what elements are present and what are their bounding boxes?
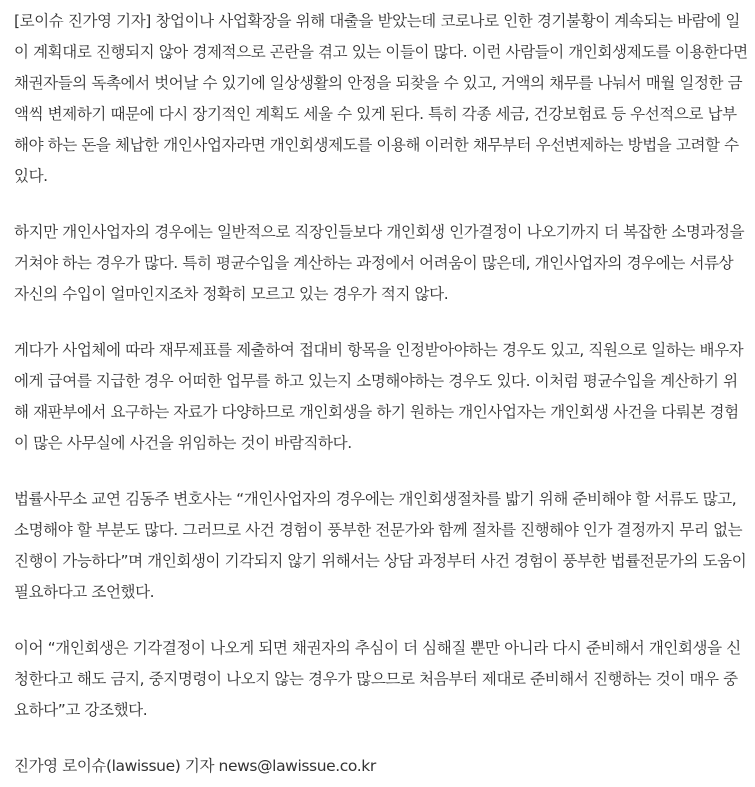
article-paragraph: 게다가 사업체에 따라 재무제표를 제출하여 접대비 항목을 인정받아야하는 경우도 있고, 직원으로 일하는 배우자에게 급여를 지급한 경우 어떠한 업무를 하고 있는지 소명해야하는 경우도 있다. 이처럼 평균수입을 계산하기 위해 재판부에서 요구하는 자료가 다양하므로 개인회생을 하기 원하는 개인사업자는 개인회생 사건을 다뤄본 경험이 많은 사무실에 사건을 위임하는 것이 바람직하다. <box>14 341 744 452</box>
article-paragraph: 법률사무소 교연 김동주 변호사는 “개인사업자의 경우에는 개인회생절차를 밟기 위해 준비해야 할 서류도 많고, 소명해야 할 부분도 많다. 그러므로 사건 경험이 풍부한 전문가와 함께 절차를 진행해야 인가 결정까지 무리 없는 진행이 가능하다”며 개인회생이 기각되지 않기 위해서는 상담 과정부터 사건 경험이 풍부한 법률전문가의 도움이 필요하다고 조언했다. <box>14 490 747 601</box>
article-paragraph: 이어 “개인회생은 기각결정이 나오게 되면 채권자의 추심이 더 심해질 뿐만 아니라 다시 준비해서 개인회생을 신청한다고 해도 금지, 중지명령이 나오지 않는 경우가 많으므로 처음부터 제대로 준비해서 진행하는 것이 매우 중요하다”고 강조했다. <box>14 639 741 719</box>
article-byline: 진가영 로이슈(lawissue) 기자 news@lawissue.co.kr <box>14 757 376 775</box>
article-paragraph: 하지만 개인사업자의 경우에는 일반적으로 직장인들보다 개인회생 인가결정이 나오기까지 더 복잡한 소명과정을 거쳐야 하는 경우가 많다. 특히 평균수입을 계산하는 과정에서 어려움이 많은데, 개인사업자의 경우에는 서류상 자신의 수입이 얼마인지조차 정확히 모르고 있는 경우가 적지 않다. <box>14 223 745 303</box>
article-paragraph: [로이슈 진가영 기자] 창업이나 사업확장을 위해 대출을 받았는데 코로나로 인한 경기불황이 계속되는 바람에 일이 계획대로 진행되지 않아 경제적으로 곤란을 겪고 있는 이들이 많다. 이런 사람들이 개인회생제도를 이용한다면 채권자들의 독촉에서 벗어날 수 있기에 일상생활의 안정을 되찾을 수 있고, 거액의 채무를 나눠서 매월 일정한 금액씩 변제하기 때문에 다시 장기적인 계획도 세울 수 있게 된다. 특히 각종 세금, 건강보험료 등 우선적으로 납부해야 하는 돈을 체납한 개인사업자라면 개인회생제도를 이용해 이러한 채무부터 우선변제하는 방법을 고려할 수 있다. <box>14 12 748 185</box>
